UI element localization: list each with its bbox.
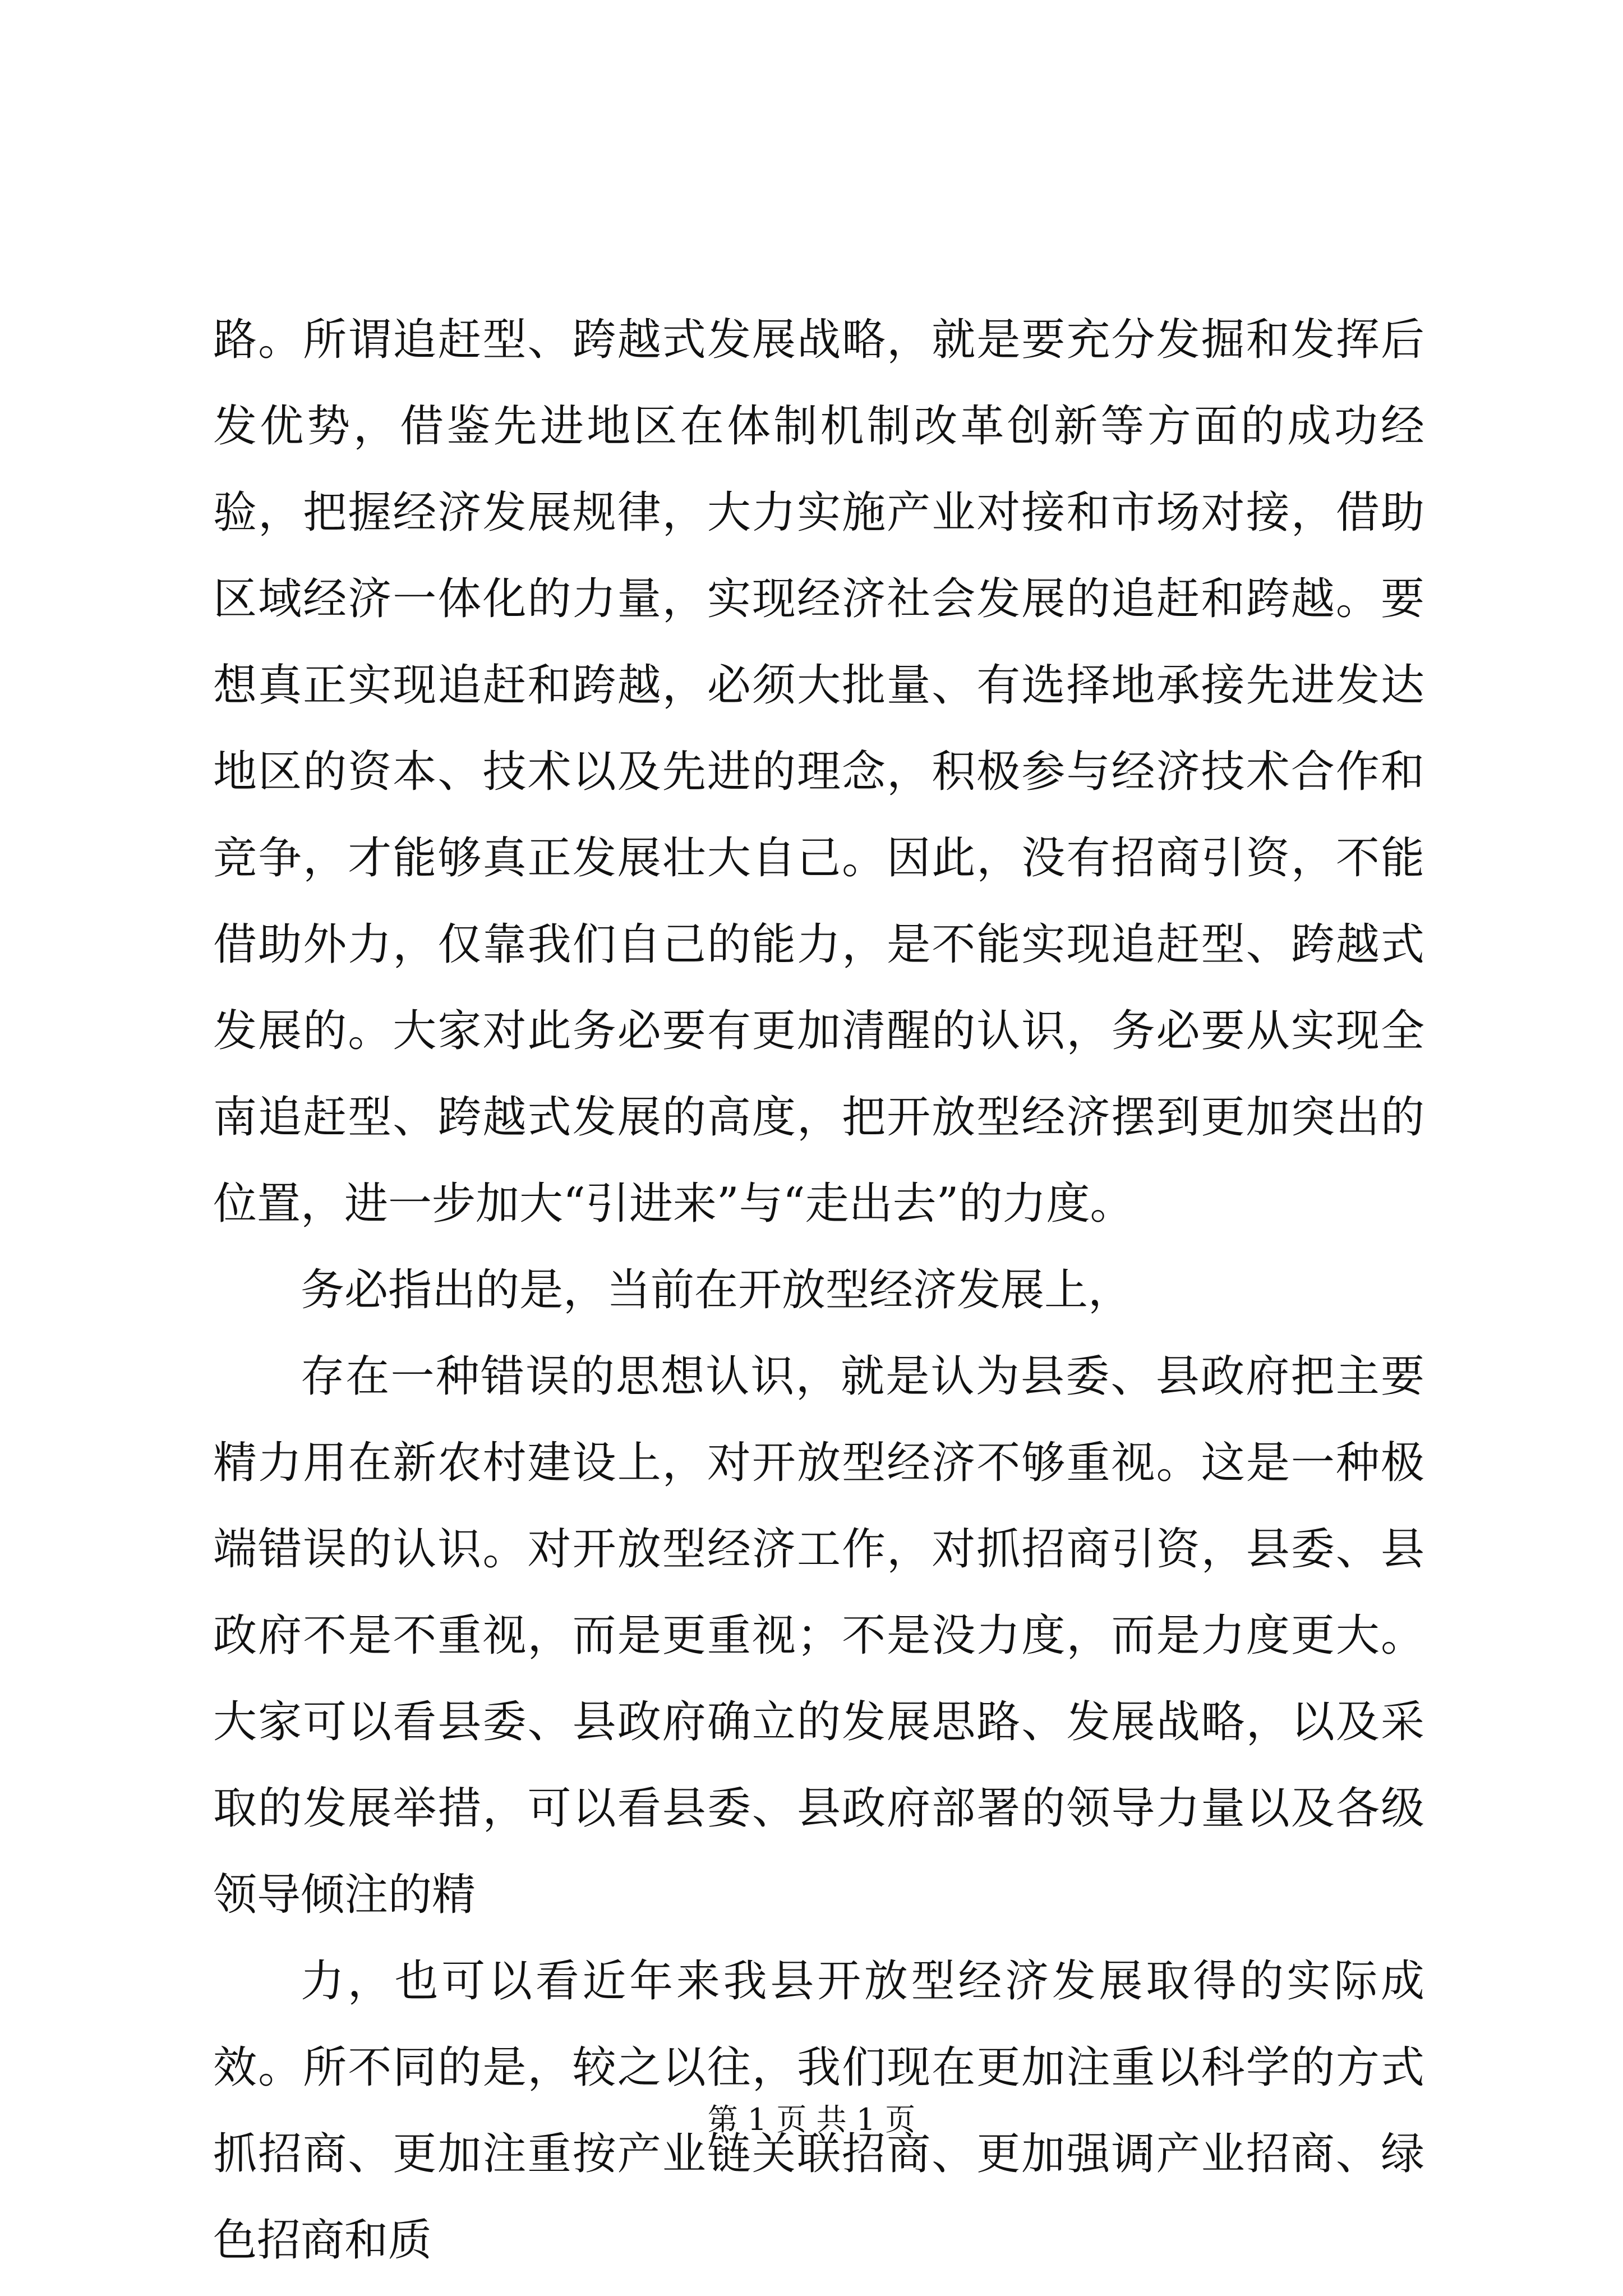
body-text xyxy=(213,297,1424,2284)
paragraph-continuation: 路。所谓追赶型、跨越式发展战略，就是要充分发掘和发挥后发优势，借鉴先进地区在体制机制改革创新等方面的成功经验，把握经济发展规律，大力实施产业对接和市场对接，借助区域经济一体化的力量，实现经济社会发展的追赶和跨越。要想真正实现追赶和跨越，必须大批量、有选择地承接先进发达地区的资本、技术以及先进的理念，积极参与经济技术合作和竞争，才能够真正发展壮大自己。因此，没有招商引资，不能借助外力，仅靠我们自己的能力，是不能实现追赶型、跨越式发展的。大家对此务必要有更加清醒的认识，务必要从实现全南追赶型、跨越式发展的高度，把开放型经济摆到更加突出的位置，进一步加大“引进来”与“走出去”的力度。 xyxy=(213,315,1424,1229)
paragraph-actual-results: 力，也可以看近年来我县开放型经济发展取得的实际成效。所不同的是，较之以往，我们现在更加注重以科学的方式抓招商、更加注重按产业链关联招商、更加强调产业招商、绿色招商和质 xyxy=(213,1956,1424,2266)
paragraph-must-point-out: 务必指出的是，当前在开放型经济发展上， xyxy=(301,1265,1132,1315)
page-footer: 第 1 页 共 1 页 xyxy=(707,2102,916,2137)
paragraph-wrong-view: 存在一种错误的思想认识，就是认为县委、县政府把主要精力用在新农村建设上，对开放型经济不够重视。这是一种极端错误的认识。对开放型经济工作，对抓招商引资，县委、县政府不是不重视，而是更重视；不是没力度，而是力度更大。大家可以看县委、县政府确立的发展思路、发展战略，以及采取的发展举措，可以看县委、县政府部署的领导力量以及各级领导倾注的精 xyxy=(213,1351,1424,1920)
